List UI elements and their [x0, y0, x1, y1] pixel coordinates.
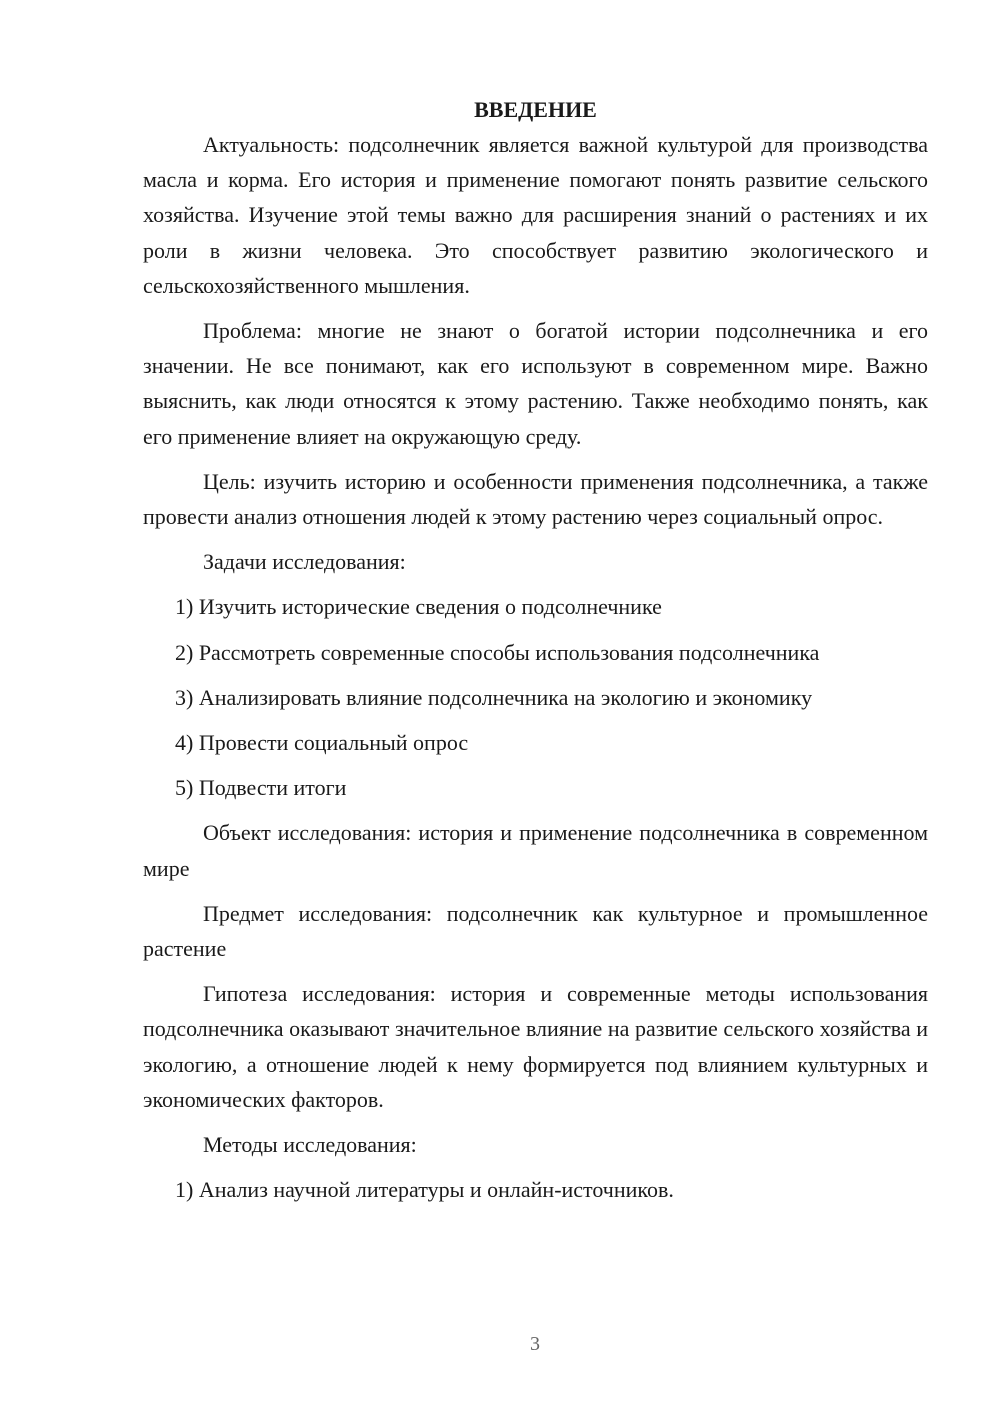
- list-item: 1) Анализ научной литературы и онлайн-источников.: [175, 1177, 674, 1203]
- methods-list: [143, 1172, 928, 1207]
- hypothesis-paragraph: Гипотеза исследования: история и современные методы использования подсолнечника оказывают значительное влияние на развитие сельского хозяйства и экологию, а отношение людей к нему формируется под влиянием культурных и экономических факторов.: [143, 981, 928, 1112]
- list-item: 5) Подвести итоги: [175, 775, 347, 801]
- list-item: 1) Изучить исторические сведения о подсолнечнике: [175, 594, 662, 620]
- document-page: [143, 92, 928, 1217]
- goal-paragraph: Цель: изучить историю и особенности применения подсолнечника, а также провести анализ отношения людей к этому растению через социальный опрос.: [143, 468, 928, 530]
- problem-paragraph: Проблема: многие не знают о богатой истории подсолнечника и его значении. Не все понимают, как его используют в современном мире. Важно выяснить, как люди относятся к этому растению. Также необходимо понять, как его применение влияет на окружающую среду.: [143, 318, 928, 449]
- tasks-list: [143, 589, 928, 805]
- object-paragraph: Объект исследования: история и применение подсолнечника в современном мире: [143, 820, 928, 881]
- methods-title: Методы исследования:: [203, 1132, 417, 1158]
- relevance-paragraph: Актуальность: подсолнечник является важной культурой для производства масла и корма. Его история и применение помогают понять развитие сельского хозяйства. Изучение этой темы важно для расширения знаний о растениях и их роли в жизни человека. Это способствует развитию экологического и сельскохозяйственного мышления.: [143, 132, 928, 298]
- list-item: 4) Провести социальный опрос: [175, 730, 469, 756]
- page-number: 3: [530, 1333, 540, 1355]
- section-heading: ВВЕДЕНИЕ: [474, 97, 597, 122]
- list-item: 2) Рассмотреть современные способы использования подсолнечника: [175, 639, 820, 665]
- tasks-title: Задачи исследования:: [203, 549, 406, 575]
- list-item: 3) Анализировать влияние подсолнечника на экологию и экономику: [175, 684, 813, 710]
- subject-paragraph: Предмет исследования: подсолнечник как культурное и промышленное растение: [143, 900, 928, 962]
